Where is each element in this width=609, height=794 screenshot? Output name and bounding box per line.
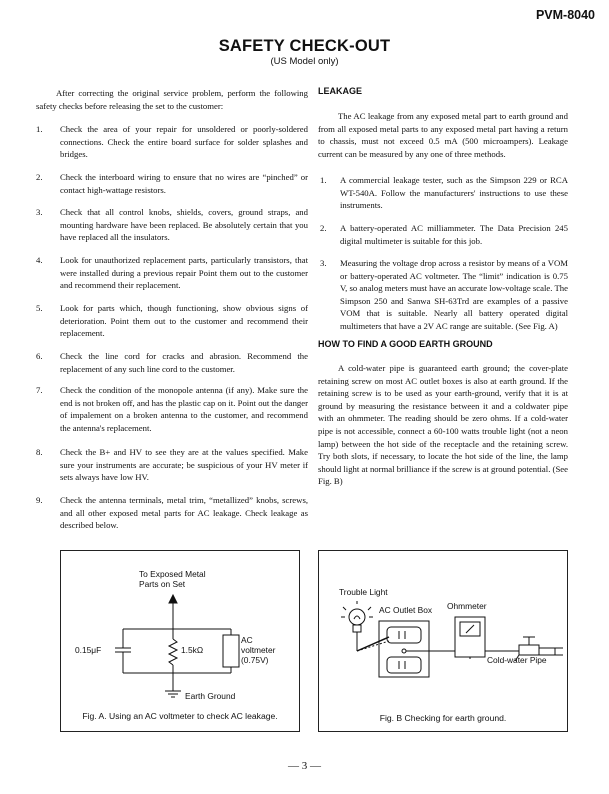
item-text: Check the line cord for cracks and abrasion. Recommend the replacement of any such line cord to the customer. bbox=[60, 351, 308, 374]
outlet-box-label: AC Outlet Box bbox=[379, 605, 433, 615]
item-text: Check the area of your repair for unsoldered or poorly-soldered connections. Check the entire board surface for solder splashes and bridges. bbox=[60, 124, 308, 160]
ground-paragraph: A cold-water pipe is guaranteed earth ground; the cover-plate retaining screw on most AC outlet boxes is also at earth ground. If the retaining screw is to be used as your earth-ground, verify that it is at ground by measuring the resistance between it and a coldwater pipe with an ohmmeter. The reading should be zero ohms. If a cold-water pipe is not accessible, connect a 60-100 watts trouble light (not a neon lamp) between the hot side of the receptacle and the retaining screw. Try both slots, if necessary, to locate the hot side of the line, the lamp should light at normal brilliance if the screw is at ground potential. (See Fig. B) bbox=[318, 363, 568, 487]
method-item bbox=[320, 222, 568, 247]
figure-b-schematic bbox=[319, 551, 569, 733]
model-number: PVM-8040 bbox=[535, 8, 595, 22]
outlet-box-icon bbox=[379, 621, 429, 677]
list-item bbox=[36, 302, 308, 340]
item-text: Check the antenna terminals, metal trim, “metallized” knobs, screws, and all other exposed metal parts for AC leakage. Check leakage as described below. bbox=[60, 495, 308, 531]
ohmmeter-label: Ohmmeter bbox=[447, 601, 487, 611]
item-number: 4. bbox=[36, 255, 43, 265]
item-number: 1. bbox=[36, 124, 43, 134]
item-number: 5. bbox=[36, 303, 43, 313]
cold-water-pipe-label: Cold-water Pipe bbox=[487, 655, 547, 665]
figure-a-caption: Fig. A. Using an AC voltmeter to check AC leakage. bbox=[82, 711, 278, 721]
list-item bbox=[36, 384, 308, 434]
list-item bbox=[36, 206, 308, 244]
leakage-intro: The AC leakage from any exposed metal part to earth ground and from all exposed metal parts to any exposed metal part having a return to chassis, must not exceed 0.5 mA (500 microampers). Leakage current can be measured by any one of three methods. bbox=[318, 111, 568, 159]
item-number: 3. bbox=[36, 207, 43, 217]
item-number: 7. bbox=[36, 385, 43, 395]
item-text: A battery-operated AC milliammeter. The Data Precision 245 digital multimeter is suitable for this job. bbox=[340, 223, 568, 246]
resistor-label: 1.5kΩ bbox=[181, 645, 204, 655]
figure-b-caption: Fig. B Checking for earth ground. bbox=[379, 713, 507, 723]
page-title: SAFETY CHECK-OUT bbox=[218, 37, 391, 55]
leakage-heading: LEAKAGE bbox=[318, 86, 363, 96]
item-number: 2. bbox=[320, 223, 327, 233]
method-item bbox=[320, 257, 568, 333]
item-text: Look for parts which, though functioning, show obvious signs of deterioration. Point them out to the customer and recommend their replacement. bbox=[60, 303, 308, 339]
item-text: Look for unauthorized replacement parts, particularly transistors, that were installed during a previous repair Point them out to the customer and recommend their replacement. bbox=[60, 255, 308, 291]
item-number: 3. bbox=[320, 258, 327, 268]
list-item bbox=[36, 123, 308, 161]
list-item bbox=[36, 171, 308, 196]
intro-paragraph: After correcting the original service problem, perform the following safety checks before releasing the set to the customer: bbox=[36, 88, 308, 111]
item-text: Check that all control knobs, shields, covers, ground straps, and mounting hardware have been replaced. Be absolutely certain that you have replaced all the insulators. bbox=[60, 207, 308, 243]
ground-label: Earth Ground bbox=[185, 691, 236, 701]
voltmeter-label bbox=[241, 635, 275, 665]
item-number: 8. bbox=[36, 447, 43, 457]
list-item bbox=[36, 350, 308, 375]
figure-b bbox=[318, 550, 568, 732]
method-item bbox=[320, 174, 568, 212]
item-number: 6. bbox=[36, 351, 43, 361]
list-item bbox=[36, 446, 308, 484]
label-line: To Exposed Metal bbox=[139, 569, 206, 579]
page-subtitle: (US Model only) bbox=[270, 56, 339, 67]
item-number: 1. bbox=[320, 175, 327, 185]
item-text: A commercial leakage tester, such as the Simpson 229 or RCA WT-540A. Follow the manufacturers' instructions to use these instruments. bbox=[340, 175, 568, 211]
figure-a bbox=[60, 550, 300, 732]
label-line: AC bbox=[241, 635, 253, 645]
trouble-light-label: Trouble Light bbox=[339, 587, 388, 597]
ground-heading: HOW TO FIND A GOOD EARTH GROUND bbox=[318, 339, 493, 349]
item-number: 2. bbox=[36, 172, 43, 182]
item-number: 9. bbox=[36, 495, 43, 505]
page-number: — 3 — bbox=[288, 760, 321, 772]
label-line: Parts on Set bbox=[139, 579, 186, 589]
label-line: voltmeter bbox=[241, 645, 276, 655]
list-item bbox=[36, 494, 308, 532]
ohmmeter-icon bbox=[455, 617, 485, 659]
item-text: Check the interboard wiring to ensure that no wires are “pinched” or contact high-wattage resistors. bbox=[60, 172, 308, 195]
fig-a-label-top bbox=[139, 569, 206, 589]
item-text: Measuring the voltage drop across a resistor by means of a VOM or battery-operated AC voltmeter. The “limit” indication is 0.75 V, so analog meters must have an accurate low-voltage scale. The Simpson 250 and Sanwa SH-63Trd are examples of a passive VOM that is suitable. Nearly all battery operated digital multimeters that have a 2V AC range are suitable. (See Fig. A) bbox=[340, 258, 568, 331]
capacitor-label: 0.15μF bbox=[75, 645, 102, 655]
label-line: (0.75V) bbox=[241, 655, 269, 665]
item-text: Check the condition of the monopole antenna (if any). Make sure the end is not broken off, and has the plastic cap on it. Point out the danger of impalement on a broken antenna to the customer, and recommend the antenna's replacement. bbox=[60, 385, 308, 433]
item-text: Check the B+ and HV to see they are at the values specified. Make sure your instruments are accurate; be suspicious of your HV meter if sets always have low HV. bbox=[60, 447, 308, 483]
list-item bbox=[36, 254, 308, 292]
light-bulb-icon bbox=[341, 601, 373, 651]
